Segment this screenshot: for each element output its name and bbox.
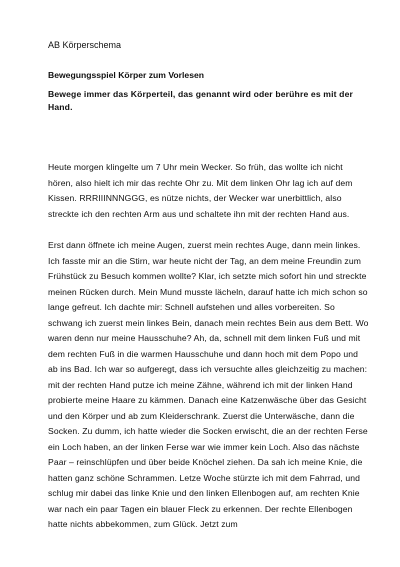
document-header: AB Körperschema [48, 40, 122, 50]
story-paragraph-1: Heute morgen klingelte um 7 Uhr mein Wecker. So früh, das wollte ich nicht hören, also hielt ich mir das rechte Ohr zu. Mit dem linken Ohr lag ich auf dem Kissen. RRRIIINNNGGG, es nütze nichts, der Wecker war unerbittlich, also streckte ich den rechten Arm aus und schaltete ihn mit der rechten Hand aus. [48, 162, 353, 219]
instruction-text: Bewege immer das Körperteil, das genannt wird oder berühre es mit der Hand. [48, 89, 354, 112]
story-paragraph-2: Erst dann öffnete ich meine Augen, zuerst mein rechtes Auge, dann mein linkes. Ich fasste mir an die Stirn, war heute nicht der Tag, an dem meine Freundin zum Frühstück zu Besuch kommen wollte? Klar, ich setzte mich sofort hin und streckte meinen Rücken durch. Mein Mund musste lächeln, darauf hatte ich mich schon so lange gefreut. Ich dachte mir: Schnell aufstehen und alles vorbereiten. So schwang ich zuerst mein linkes Bein, danach mein rechtes Bein aus dem Bett. Wo waren denn nur meine Hausschuhe? Ah, da, schnell mit dem linken Fuß und mit dem rechten Fuß in die warmen Hausschuhe und dann hoch mit dem Popo und ab ins Bad. Ich war so aufgeregt, dass ich versuchte alles gleichzeitig zu machen: mit der rechten Hand putze ich meine Zähne, während ich mit der linken Hand probierte meine Haare zu kämmen. Danach eine Katzenwäsche über das Gesicht und den Körper und ab zum Kleiderschrank. Zuerst die Unterwäsche, dann die Socken. Zu dumm, ich hatte wieder die Socken erwischt, die an der rechten Ferse ein Loch haben, an der linken Ferse war wie immer kein Loch. Also das nächste Paar – reinschlüpfen und über beide Knöchel ziehen. Da sah ich meine Knie, die hatten ganz schöne Schrammen. Letze Woche stürzte ich mit dem Fahrrad, und schlug mir dabei das linke Knie und den linken Ellenbogen auf, am rechten Knie war nach ein paar Tagen ein blauer Fleck zu erkennen. Der rechte Ellenbogen hatte nichts abbekommen, zum Glück. Jetzt zum [48, 240, 369, 529]
document-subtitle: Bewegungsspiel Körper zum Vorlesen [48, 70, 204, 80]
